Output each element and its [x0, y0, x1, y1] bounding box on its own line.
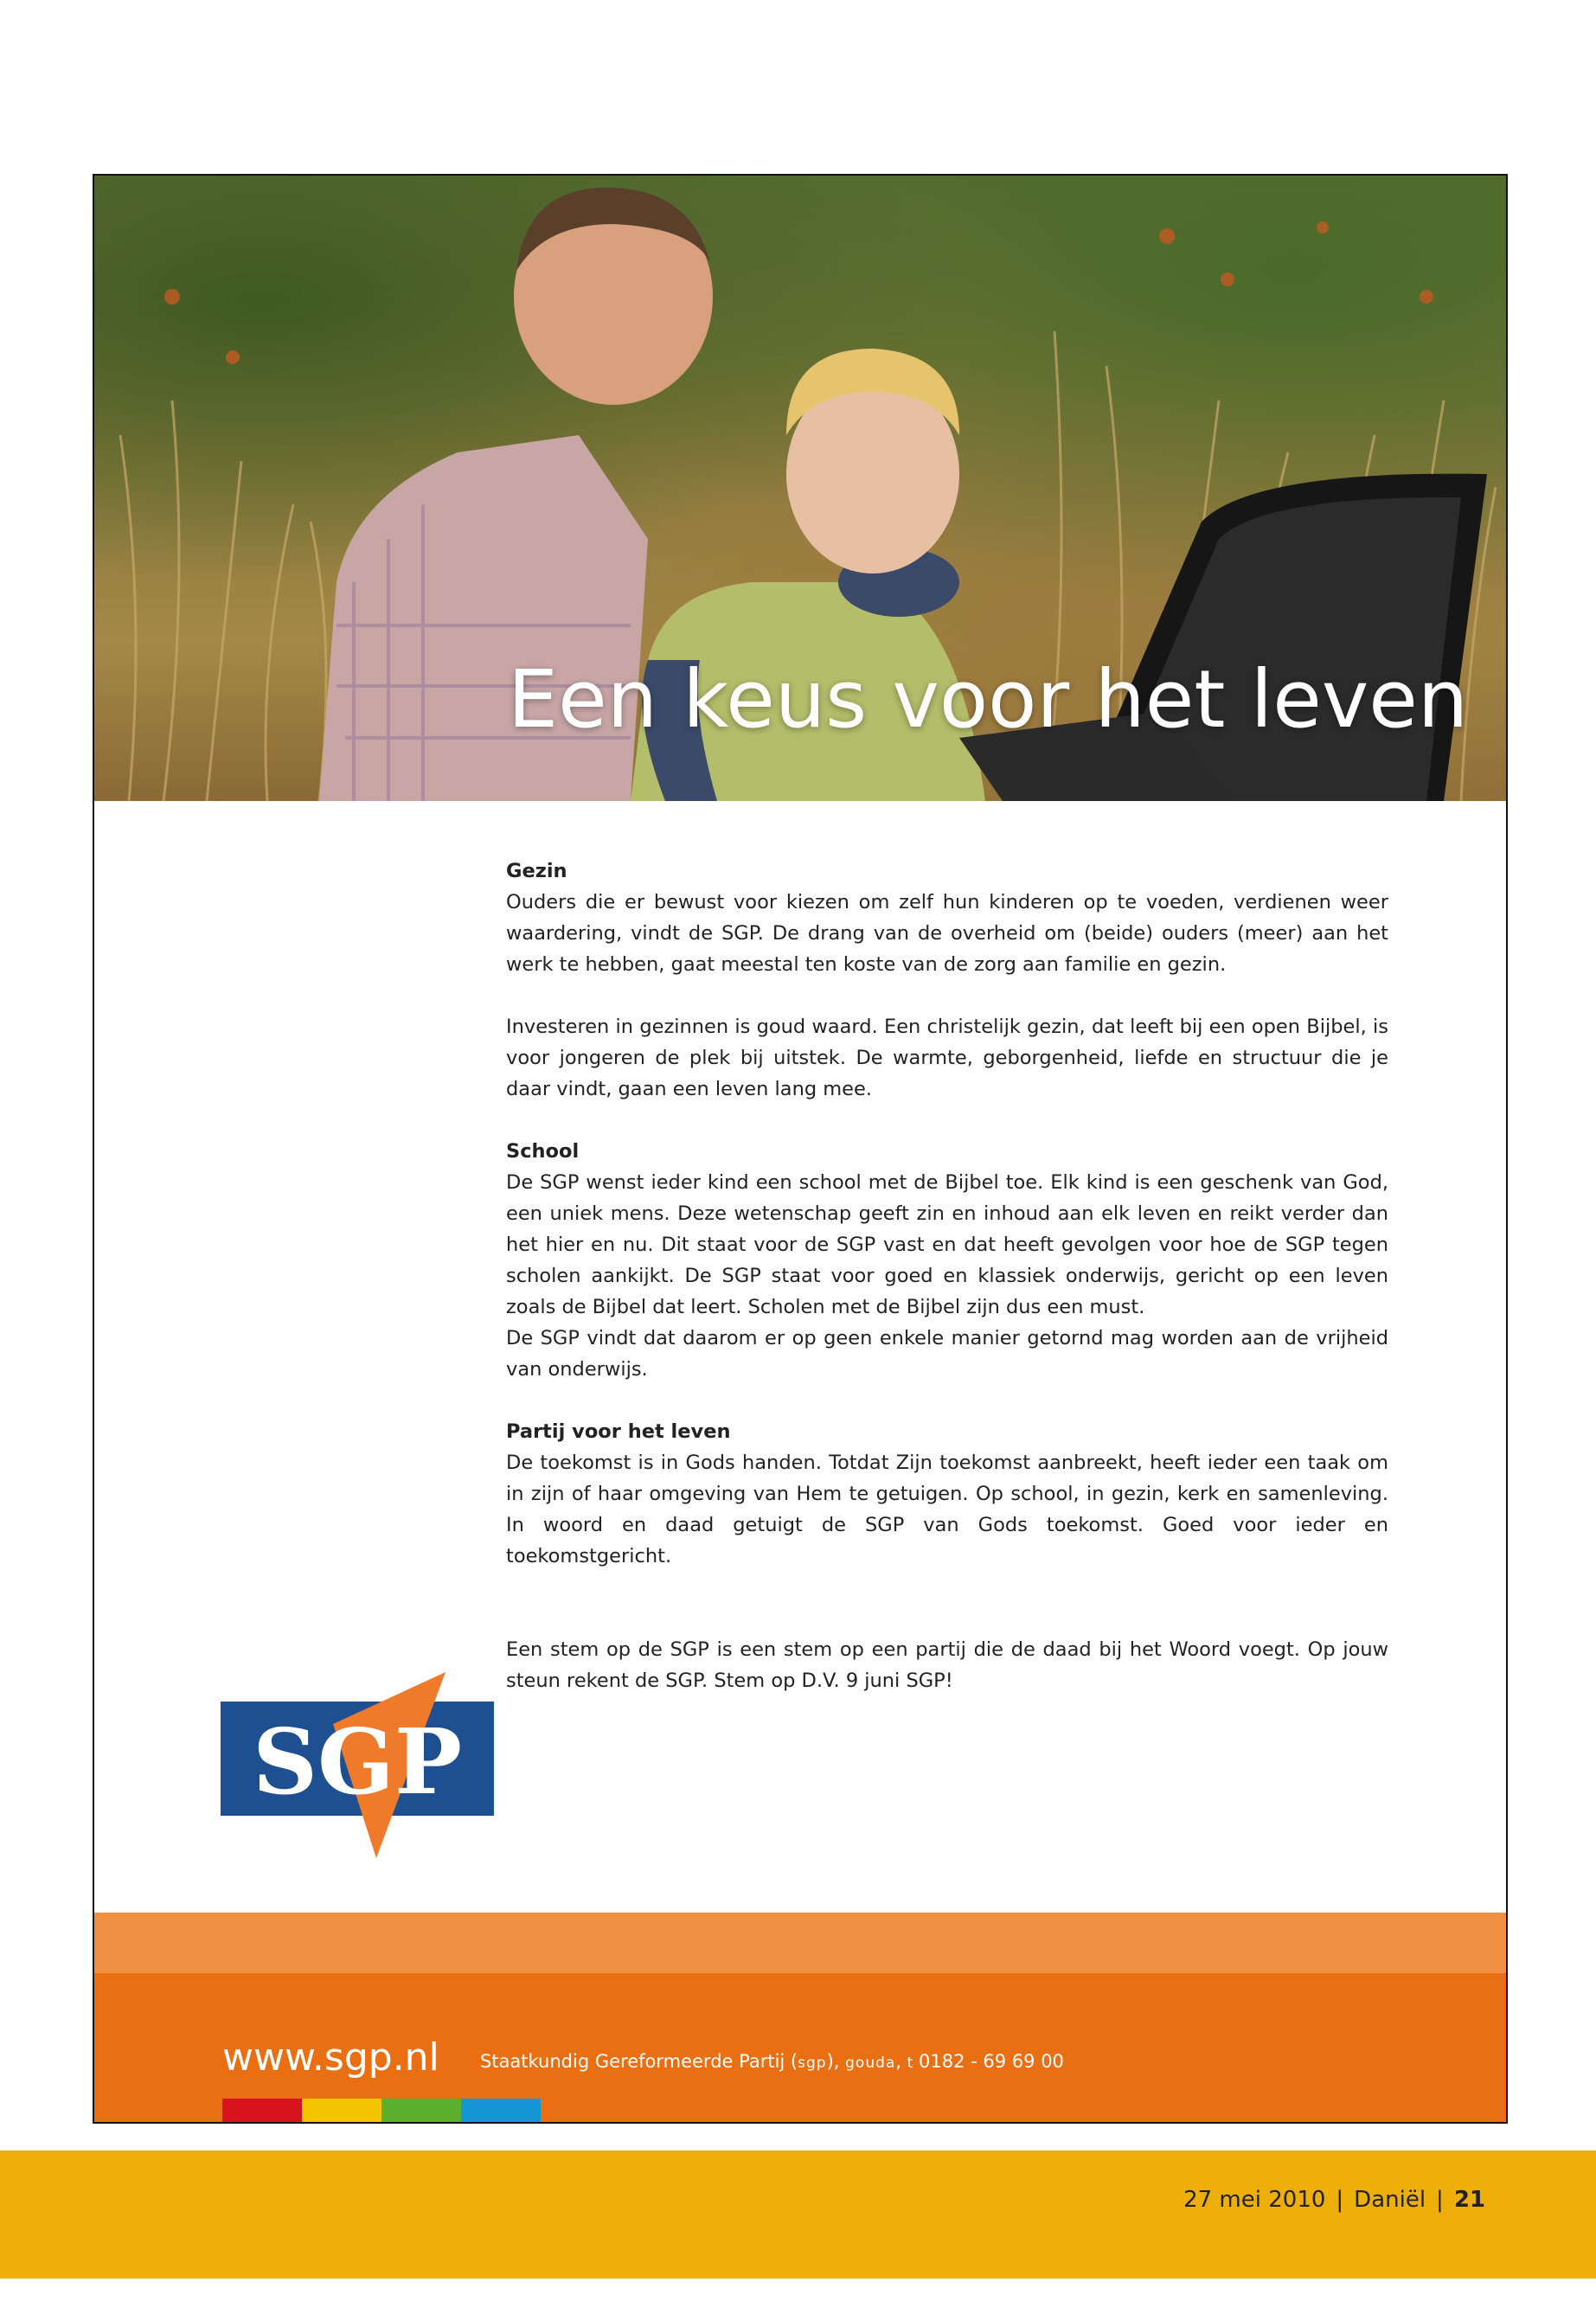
advertisement	[93, 174, 1508, 2124]
hero-title: Een keus voor het leven	[508, 653, 1469, 746]
hero-photo	[94, 176, 1506, 801]
closing-paragraph: Een stem op de SGP is een stem op een partij die de daad bij het Woord voegt. Op jouw steun rekent de SGP. Stem op D.V. 9 juni SGP!	[506, 1638, 1388, 1692]
footer-date: 27 mei 2010	[1183, 2187, 1326, 2213]
color-bar	[222, 2099, 541, 2124]
color-segment-green	[381, 2099, 461, 2124]
color-segment-yellow	[302, 2099, 381, 2124]
color-segment-red	[222, 2099, 302, 2124]
page-number: 21	[1453, 2187, 1485, 2213]
party-address: Staatkundig Gereformeerde Partij (sgp), gouda, t 0182 - 69 69 00	[480, 2051, 1064, 2072]
page-footer: 27 mei 2010 | Daniël | 21	[1183, 2187, 1485, 2213]
orange-band-light	[94, 1913, 1506, 1973]
section-heading: Gezin	[506, 860, 567, 882]
logo-text: SGP	[252, 1708, 463, 1815]
sgp-logo	[221, 1672, 497, 1862]
paragraph: De SGP wenst ieder kind een school met de Bijbel toe. Elk kind is een geschenk van God, een uniek mens. Deze wetenschap geeft zin en inhoud aan elk leven en reikt verder dan het hier en nu. Dit staat voor de SGP vast en dat heeft gevolgen voor hoe de SGP tegen scholen aankijkt. De SGP staat voor goed en klassiek onderwijs, gericht op een leven zoals de Bijbel dat leert. Scholen met de Bijbel zijn dus een must.	[506, 1171, 1388, 1318]
paragraph: De toekomst is in Gods handen. Totdat Zijn toekomst aanbreekt, heeft ieder een taak om in zijn of haar omgeving van Hem te getuigen. Op school, in gezin, kerk en samenleving. In woord en daad getuigt de SGP van Gods toekomst. Goed voor ieder en toekomstgericht.	[506, 1452, 1388, 1567]
website-link[interactable]: www.sgp.nl	[222, 2035, 439, 2080]
section-heading: School	[506, 1140, 580, 1163]
color-segment-blue	[461, 2099, 541, 2124]
paragraph: Investeren in gezinnen is goud waard. Een christelijk gezin, dat leeft bij een open Bijbel, is voor jongeren de plek bij uitstek. De warmte, geborgenheid, liefde en structuur die je daar vindt, gaan een leven lang mee.	[506, 1016, 1388, 1100]
paragraph: De SGP vindt dat daarom er op geen enkele manier getornd mag worden aan de vrijheid van onderwijs.	[506, 1327, 1388, 1381]
article-body	[506, 856, 1388, 1696]
footer-band	[0, 2150, 1596, 2279]
section-heading: Partij voor het leven	[506, 1420, 731, 1443]
paragraph: Ouders die er bewust voor kiezen om zelf hun kinderen op te voeden, verdienen weer waardering, vindt de SGP. De drang van de overheid om (beide) ouders (meer) aan het werk te hebben, gaat meestal ten koste van de zorg aan familie en gezin.	[506, 891, 1388, 976]
footer-publication: Daniël	[1354, 2187, 1426, 2213]
